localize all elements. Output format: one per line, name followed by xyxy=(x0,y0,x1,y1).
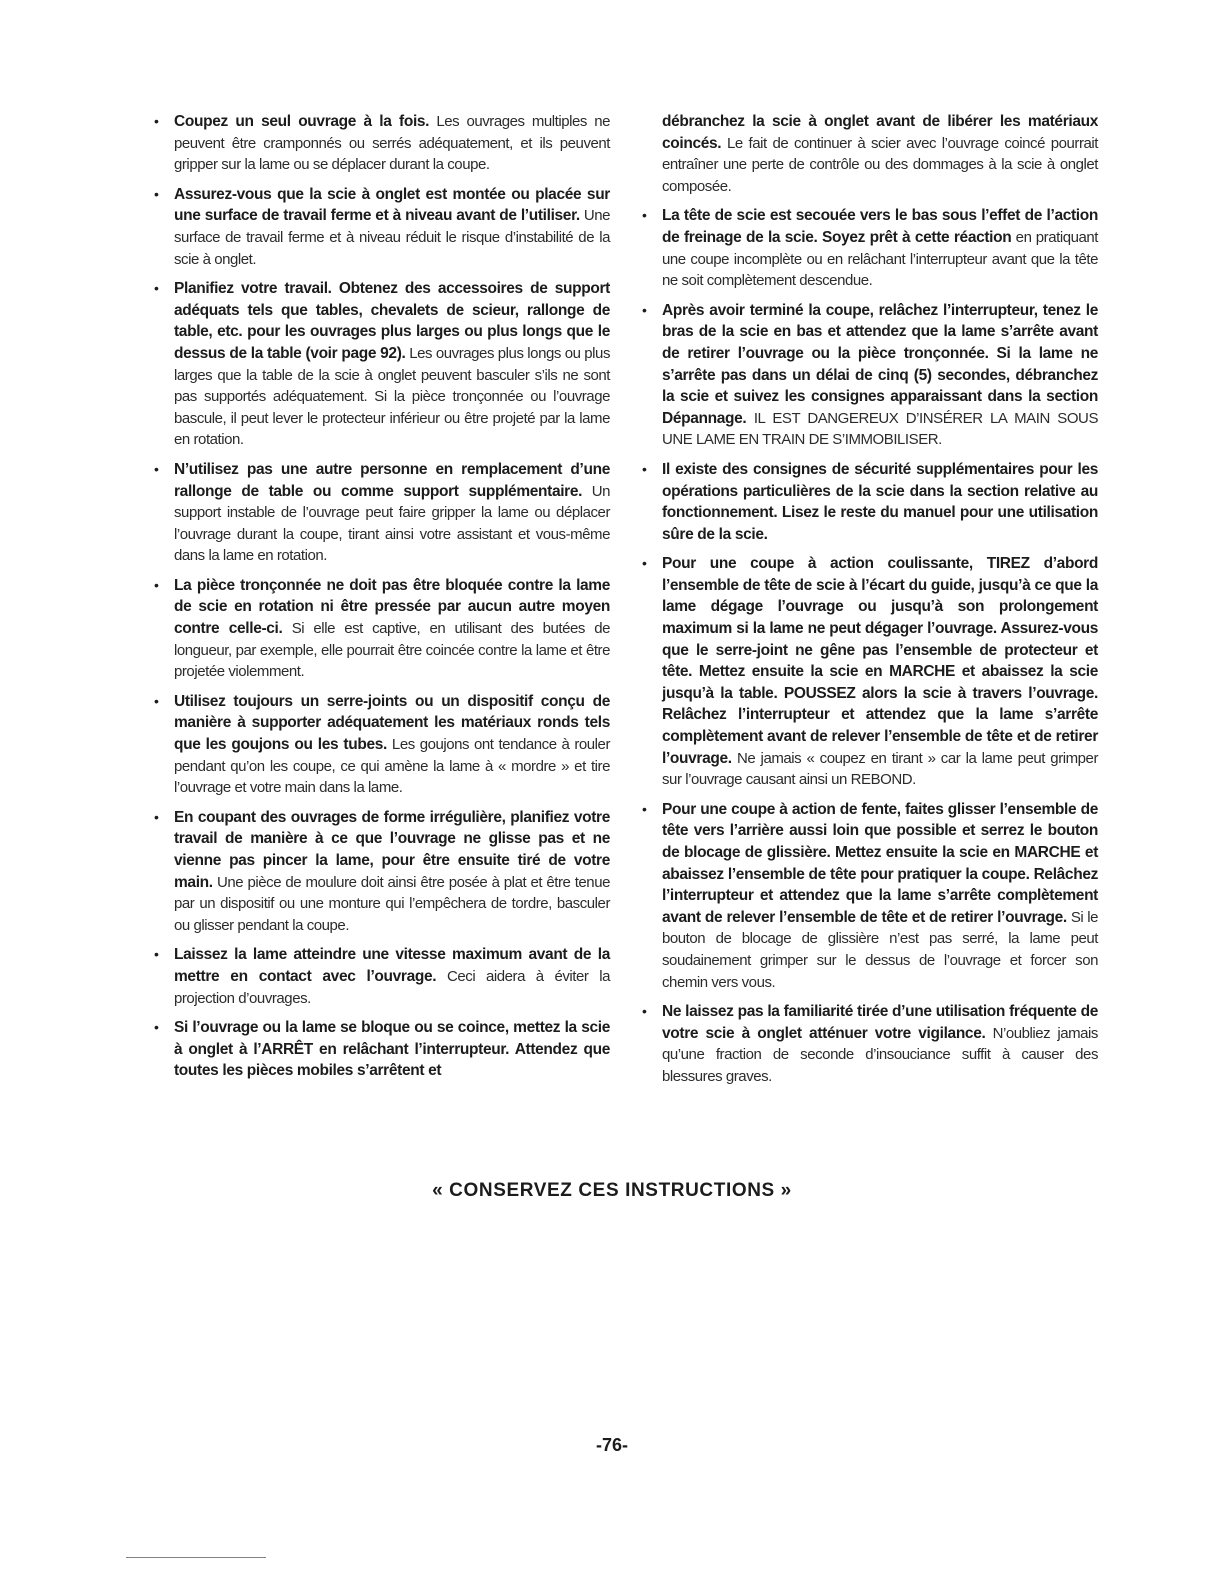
list-item: • Assurez-vous que la scie à onglet est montée ou placée sur une surface de travail ferme et à niveau avant de l’utiliser. Une surface de travail ferme et à niveau réduit le risque d’instabilité de la scie à onglet. xyxy=(150,184,610,270)
list-item: • Il existe des consignes de sécurité supplémentaires pour les opérations particulières de la scie dans la section relative au fonctionnement. Lisez le reste du manuel pour une utilisation sûre de la scie. xyxy=(638,459,1098,545)
left-column xyxy=(150,111,610,1090)
list-item: • Si l’ouvrage ou la lame se bloque ou se coince, mettez la scie à onglet à l’ARRÊT en relâchant l’interrupteur. Attendez que toutes les pièces mobiles s’arrêtent et xyxy=(150,1017,610,1082)
list-item-continuation: débranchez la scie à onglet avant de libérer les matériaux coincés. Le fait de continuer à scier avec l’ouvrage coincé pourrait entraîner une perte de contrôle ou des dommages à la scie à onglet composée. xyxy=(662,113,1098,195)
list-item: • En coupant des ouvrages de forme irrégulière, planifiez votre travail de manière à ce que l’ouvrage ne glisse pas et ne vienne pas pincer la lame, pour être ensuite tiré de votre main. Une pièce de moulure doit ainsi être posée à plat et être tenue par un dispositif ou une monture qui l’empêchera de tordre, basculer ou glisser pendant la coupe. xyxy=(150,807,610,937)
page-number: -76- xyxy=(595,1435,628,1455)
list-item: • N’utilisez pas une autre personne en remplacement d’une rallonge de table ou comme support supplémentaire. Un support instable de l’ouvrage peut faire gripper la lame ou déplacer l’ouvrage durant la coupe, tirant ainsi votre assistant et vous-même dans la lame en rotation. xyxy=(150,459,610,567)
list-item: • Planifiez votre travail. Obtenez des accessoires de support adéquats tels que tables, chevalets de scieur, rallonge de table, etc. pour les ouvrages plus larges ou plus longs que le dessus de la table (voir page 92). Les ouvrages plus longs ou plus larges que la table de la scie à onglet peuvent basculer s’ils ne sont pas supportés adéquatement. Si la pièce tronçonnée ou l’ouvrage bascule, il peut lever le protecteur inférieur ou être projeté par la lame en rotation. xyxy=(150,278,610,451)
list-item: • Après avoir terminé la coupe, relâchez l’interrupteur, tenez le bras de la scie en bas et attendez que la lame s’arrête avant de retirer l’ouvrage ou la pièce tronçonnée. Si la lame ne s’arrête pas dans un délai de cinq (5) secondes, débranchez la scie et suivez les consignes apparaissant dans la section Dépannage. IL EST DANGEREUX D’INSÉRER LA MAIN SOUS UNE LAME EN TRAIN DE S’IMMOBILISER. xyxy=(638,300,1098,451)
list-item: • Laissez la lame atteindre une vitesse maximum avant de la mettre en contact avec l’ouvrage. Ceci aidera à éviter la projection d’ouvrages. xyxy=(150,944,610,1009)
save-instructions-title: « CONSERVEZ CES INSTRUCTIONS » xyxy=(432,1180,792,1201)
list-item: • La pièce tronçonnée ne doit pas être bloquée contre la lame de scie en rotation ni être pressée par aucun autre moyen contre celle-ci. Si elle est captive, en utilisant des butées de longueur, par exemple, elle pourrait être coincée contre la lame et être projetée violemment. xyxy=(150,575,610,683)
list-item: • Utilisez toujours un serre-joints ou un dispositif conçu de manière à supporter adéquatement les matériaux ronds tels que les goujons ou les tubes. Les goujons ont tendance à rouler pendant qu’on les coupe, ce qui amène la lame à « mordre » et tire l’ouvrage et votre main dans la lame. xyxy=(150,691,610,799)
list-item: • Coupez un seul ouvrage à la fois. Les ouvrages multiples ne peuvent être cramponnés ou serrés adéquatement, et ils peuvent gripper sur la lame ou se déplacer durant la coupe. xyxy=(150,111,610,176)
list-item: • Pour une coupe à action de fente, faites glisser l’ensemble de tête vers l’arrière aussi loin que possible et serrez le bouton de blocage de glissière. Mettez ensuite la scie en MARCHE et abaissez l’ensemble de tête pour pratiquer la coupe. Relâchez l’interrupteur et attendez que la lame s’arrête complètement avant de relever l’ensemble de tête et de retirer l’ouvrage. Si le bouton de blocage de glissière n’est pas serré, la lame peut soudainement grimper sur le dessus de l’ouvrage et forcer son chemin vers vous. xyxy=(638,799,1098,993)
list-item: • Ne laissez pas la familiarité tirée d’une utilisation fréquente de votre scie à onglet atténuer votre vigilance. N’oubliez jamais qu’une fraction de seconde d’insouciance suffit à causer des blessures graves. xyxy=(638,1001,1098,1087)
list-item: • La tête de scie est secouée vers le bas sous l’effet de l’action de freinage de la scie. Soyez prêt à cette réaction en pratiquant une coupe incomplète ou en relâchant l’interrupteur avant que la tête ne soit complètement descendue. xyxy=(638,205,1098,291)
safety-list-left xyxy=(150,111,610,1082)
list-item: • Pour une coupe à action coulissante, TIREZ d’abord l’ensemble de tête de scie à l’écart du guide, jusqu’à ce que la lame dégage l’ouvrage ou jusqu’à son prolongement maximum si la lame ne peut dégager l’ouvrage. Assurez-vous que le serre-joint ne gêne pas l’ensemble de protecteur et tête. Mettez ensuite la scie en MARCHE et abaissez la scie jusqu’à la table. POUSSEZ alors la scie à travers l’ouvrage. Relâchez l’interrupteur et attendez que la lame s’arrête complètement avant de relever l’ensemble de tête et de retirer l’ouvrage. Ne jamais « coupez en tirant » car la lame peut grimper sur l’ouvrage causant ainsi un REBOND. xyxy=(638,553,1098,791)
footer-rule xyxy=(126,1557,266,1558)
right-column xyxy=(638,111,1098,1096)
safety-list-right xyxy=(638,111,1098,1088)
